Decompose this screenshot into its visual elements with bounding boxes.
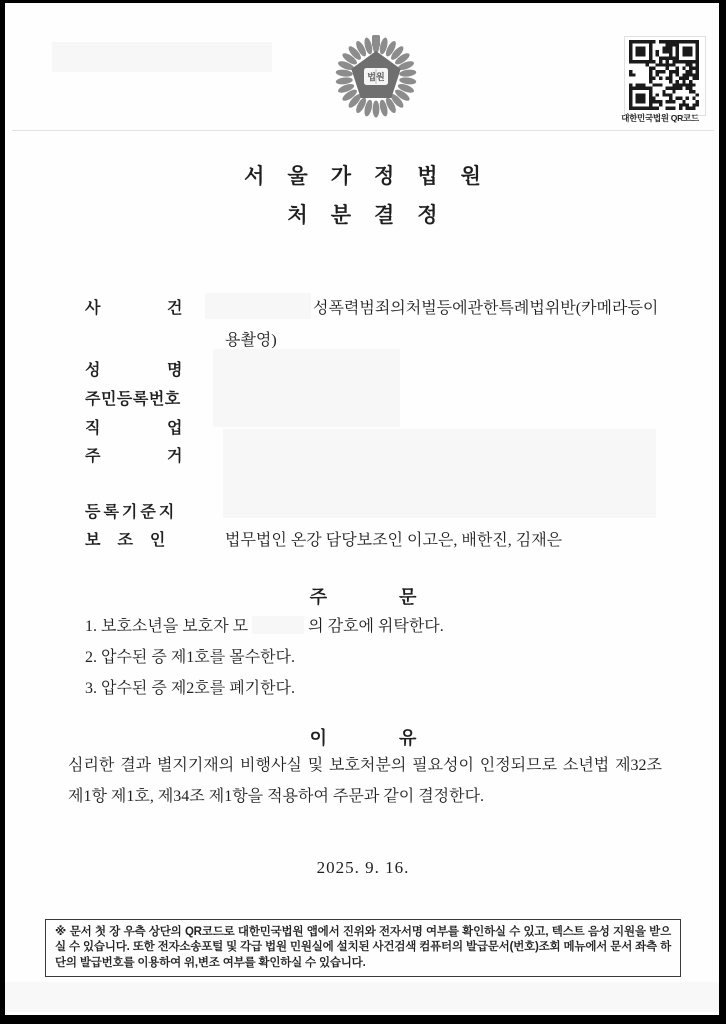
field-label-assistant: 보 조 인 <box>85 532 166 549</box>
order-item-1-suffix: 의 감호에 위탁한다. <box>308 618 444 635</box>
field-label-name: 성 명 <box>85 362 183 379</box>
scan-edge-shade <box>5 982 719 1012</box>
document-type-title: 처 분 결 정 <box>287 203 439 227</box>
redaction-box-personal-info <box>213 349 400 427</box>
reason-heading: 이 유 <box>309 728 417 748</box>
header-divider <box>12 130 714 131</box>
field-value-case-line2: 용촬영) <box>225 332 277 349</box>
field-value-case-line1: 성폭력범죄의처벌등에관한특례법위반(카메라등이 <box>313 300 659 317</box>
field-label-rrn: 주민등록번호 <box>85 391 181 408</box>
order-item-1 <box>85 614 444 640</box>
verification-notice-box: ※ 문서 첫 장 우측 상단의 QR코드로 대한민국법원 앱에서 진위와 전자서명 여부를 확인하실 수 있고, 텍스트 음성 지원을 받으실 수 있습니다. 또한 전자소송포털 및 각급 법원 민원실에 설치된 사건검색 컴퓨터의 발급문서(번호)조회 메뉴에서 문서 좌측 하단의 발급번호를 이용하여 위,변조 여부를 확인하실 수 있습니다. <box>45 919 681 977</box>
redaction-box-address <box>223 429 656 518</box>
field-label-residence: 주 거 <box>85 448 183 465</box>
redaction-box-guardian-name <box>252 616 304 634</box>
redaction-box-header <box>52 42 272 72</box>
order-heading: 주 문 <box>309 587 417 607</box>
reason-text-line1: 심리한 결과 별지기재의 비행사실 및 보호처분의 필요성이 인정되므로 소년법 제32조 <box>68 757 662 774</box>
decision-date: 2025. 9. 16. <box>316 858 410 877</box>
svg-text:법원: 법원 <box>367 72 385 82</box>
reason-text-line2: 제1항 제1호, 제34조 제1항을 적용하여 주문과 같이 결정한다. <box>68 788 485 805</box>
qr-caption: 대한민국법원 QR코드 <box>621 113 699 123</box>
court-emblem <box>330 31 422 121</box>
qr-code <box>624 36 706 116</box>
field-label-case: 사 건 <box>85 300 183 317</box>
court-name-title: 서 울 가 정 법 원 <box>244 164 482 188</box>
field-label-job: 직 업 <box>85 420 183 437</box>
order-item-1-prefix: 1. 보호소년을 보호자 모 <box>85 618 249 635</box>
order-item-3: 3. 압수된 증 제2호를 폐기한다. <box>85 680 296 697</box>
field-label-registered-domicile: 등록기준지 <box>85 504 178 521</box>
field-value-assistant: 법무법인 온강 담당보조인 이고은, 배한진, 김재은 <box>225 532 563 549</box>
order-item-2: 2. 압수된 증 제1호를 몰수한다. <box>85 649 296 666</box>
redaction-box-case-number <box>205 293 311 319</box>
